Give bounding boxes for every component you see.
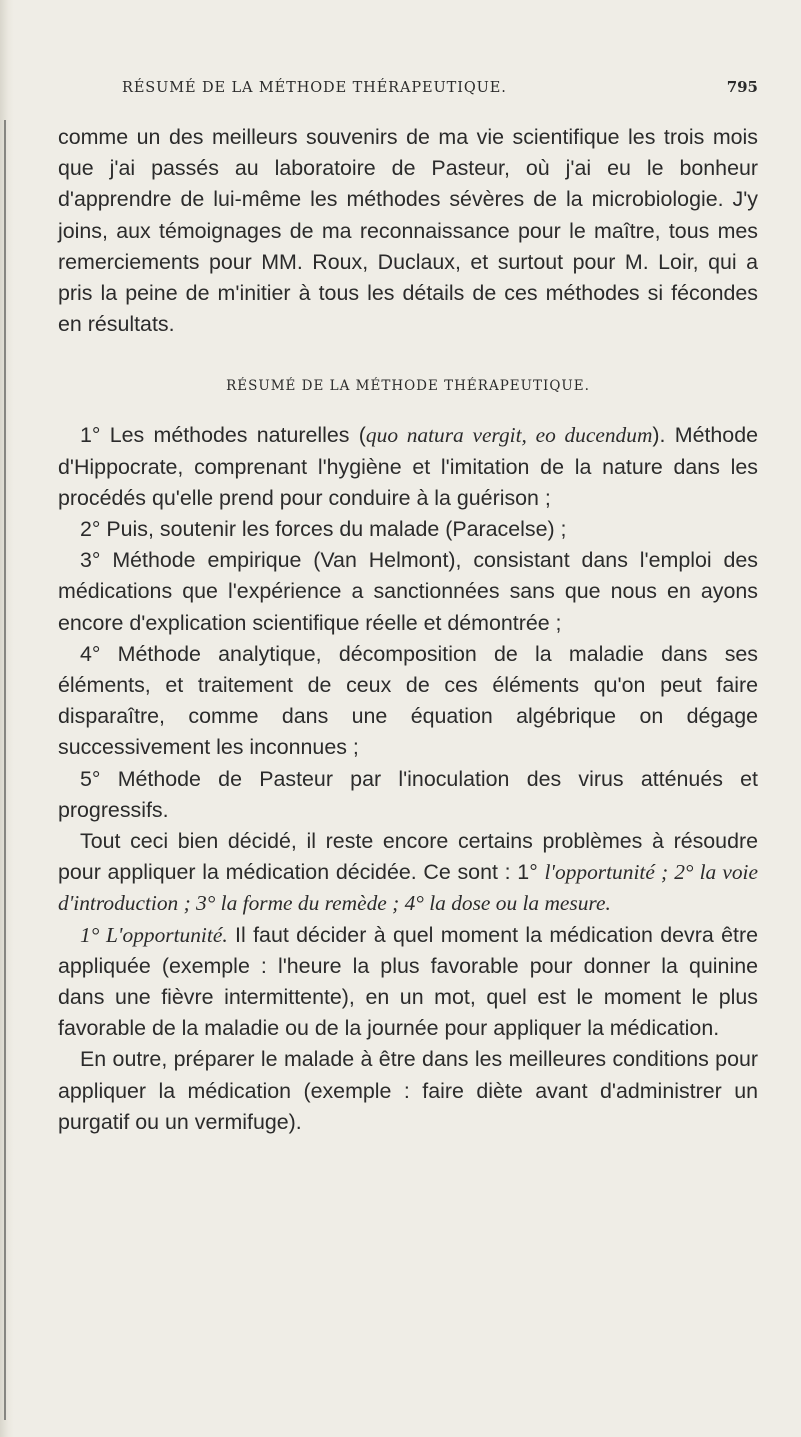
closing-paragraph: En outre, préparer le malade à être dans les meilleures conditions pour appliquer la médication (exemple : faire diète avant d'administrer un purgatif ou un vermifuge). — [58, 1047, 758, 1134]
problems-list: l'opportunité ; 2° la voie d'introduction ; 3° la forme du remède ; 4° la dose ou la mesure. — [58, 860, 758, 916]
item-1-lead: 1° Les méthodes naturelles ( — [80, 423, 366, 448]
item-analytic-method: 4° Méthode analytique, décomposition de la maladie dans ses éléments, et traitement de ceux de ces éléments qu'on peut faire disparaître, comme dans une équation algébrique on dégage successivement les inconnues ; — [58, 641, 758, 760]
running-head-title: RÉSUMÉ DE LA MÉTHODE THÉRAPEUTIQUE. — [122, 80, 507, 96]
item-pasteur-method: 5° Méthode de Pasteur par l'inoculation des virus atténués et progressifs. — [58, 766, 758, 822]
opportunity-body: Il faut décider à quel moment la médication devra être appliquée (exemple : l'heure la plus favorable pour donner la quinine dans une fièvre intermittente), en un mot, quel est le moment le plus favorable de la maladie ou de la journée pour appliquer la médication. — [58, 922, 758, 1041]
opportunity-heading: 1° L'opportunité. — [80, 922, 228, 947]
item-1-rest: ). Méthode d'Hippocrate, comprenant l'hygiène et l'imitation de la nature dans les procédés qu'elle prend pour conduire à la guérison ; — [58, 423, 758, 510]
item-1-latin-maxim: quo natura vergit, eo ducendum — [365, 423, 653, 448]
problems-paragraph — [58, 826, 758, 920]
section-title: RÉSUMÉ DE LA MÉTHODE THÉRAPEUTIQUE. — [226, 378, 590, 395]
problems-lead: Tout ceci bien décidé, il reste encore certains problèmes à résoudre pour appliquer la médication décidée. Ce sont : 1° — [58, 829, 758, 885]
item-paracelsus: 2° Puis, soutenir les forces du malade (Paracelse) ; — [80, 517, 567, 542]
opportunity-paragraph — [58, 920, 758, 1045]
book-page — [58, 78, 758, 1138]
intro-paragraph: comme un des meilleurs souvenirs de ma vie scientifique les trois mois que j'ai passés au laboratoire de Pasteur, où j'ai eu le bonheur d'apprendre de lui-même les méthodes sévères de la microbiologie. J'y joins, aux témoignages de ma reconnaissance pour le maître, tous mes remerciements pour MM. Roux, Duclaux, et surtout pour M. Loir, qui a pris la peine de m'initier à tous les détails de ces méthodes si fécondes en résultats. — [58, 125, 758, 337]
page-number: 795 — [726, 78, 758, 96]
item-natural-methods — [58, 420, 758, 514]
page-binding-shadow — [0, 0, 14, 1437]
running-head — [58, 78, 758, 122]
page-binding-line — [4, 120, 6, 1420]
item-empirical-method: 3° Méthode empirique (Van Helmont), consistant dans l'emploi des médications que l'expérience a sanctionnées sans que nous en ayons encore d'explication scientifique réelle et démontrée ; — [58, 548, 758, 635]
